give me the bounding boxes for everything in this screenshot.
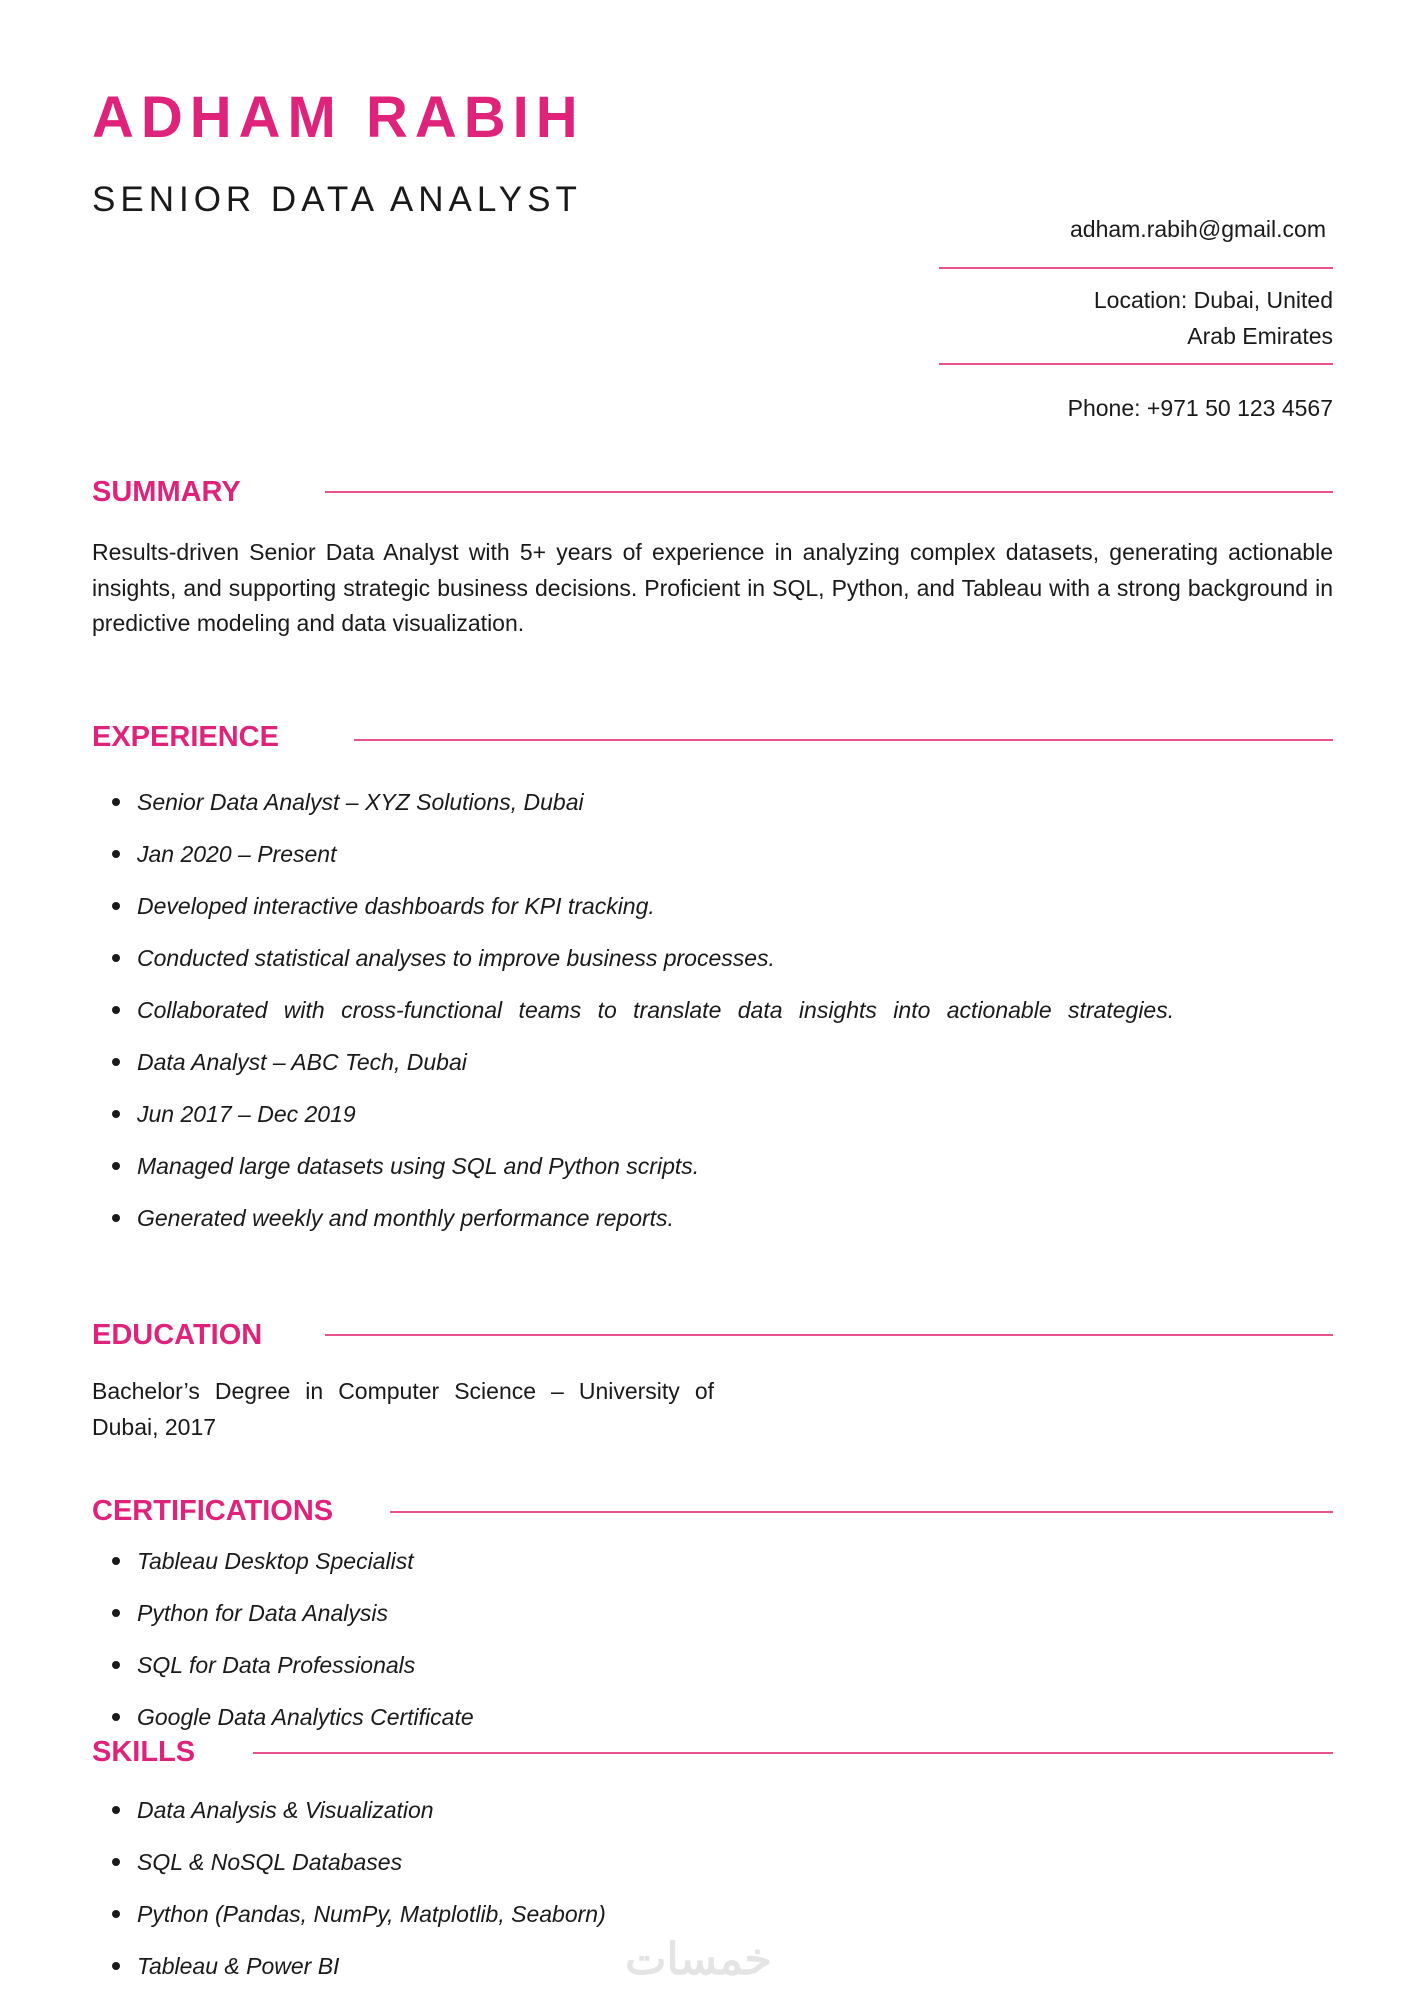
bullet-icon — [112, 1557, 120, 1565]
bullet-icon — [112, 850, 120, 858]
bullet-icon — [112, 954, 120, 962]
list-item: Jan 2020 – Present — [92, 828, 1292, 880]
list-item: Python (Pandas, NumPy, Matplotlib, Seaborn) — [92, 1888, 1292, 1940]
bullet-icon — [112, 1962, 120, 1970]
certifications-list — [92, 1535, 1292, 1743]
list-item: Conducted statistical analyses to improve business processes. — [92, 932, 1292, 984]
bullet-icon — [112, 902, 120, 910]
experience-heading: EXPERIENCE — [92, 721, 279, 753]
list-item: Jun 2017 – Dec 2019 — [92, 1088, 1292, 1140]
contact-divider — [939, 267, 1333, 269]
education-heading: EDUCATION — [92, 1319, 263, 1351]
contact-divider — [939, 363, 1333, 365]
list-item: Data Analyst – ABC Tech, Dubai — [92, 1036, 1292, 1088]
job-title: SENIOR DATA ANALYST — [92, 180, 582, 219]
list-item: Data Analysis & Visualization — [92, 1784, 1292, 1836]
bullet-icon — [112, 1006, 120, 1014]
list-item: Google Data Analytics Certificate — [92, 1691, 1292, 1743]
bullet-icon — [112, 1858, 120, 1866]
education-text: Bachelor’s Degree in Computer Science – University of Dubai, 2017 — [92, 1378, 714, 1440]
list-item: SQL for Data Professionals — [92, 1639, 1292, 1691]
list-item: SQL & NoSQL Databases — [92, 1836, 1292, 1888]
list-item: Tableau & Power BI — [92, 1940, 1292, 1992]
contact-email: adham.rabih@gmail.com — [1069, 216, 1326, 242]
bullet-icon — [112, 1609, 120, 1617]
bullet-icon — [112, 1661, 120, 1669]
section-divider — [390, 1511, 1333, 1513]
section-divider — [325, 1334, 1333, 1336]
bullet-icon — [112, 1214, 120, 1222]
summary-text: Results-driven Senior Data Analyst with 5+ years of experience in analyzing complex datasets, generating actionable insights, and supporting strategic business decisions. Proficient in SQL, Python, and Tableau with a strong background in predictive modeling and data visualization. — [92, 539, 1333, 636]
list-item: Tableau Desktop Specialist — [92, 1535, 1292, 1587]
list-item: Managed large datasets using SQL and Python scripts. — [92, 1140, 1292, 1192]
certifications-heading: CERTIFICATIONS — [92, 1495, 334, 1527]
list-item: Developed interactive dashboards for KPI tracking. — [92, 880, 1292, 932]
bullet-icon — [112, 1713, 120, 1721]
list-item: Python for Data Analysis — [92, 1587, 1292, 1639]
bullet-icon — [112, 798, 120, 806]
experience-list — [92, 776, 1292, 1244]
skills-heading: SKILLS — [92, 1736, 196, 1768]
list-item: Senior Data Analyst – XYZ Solutions, Dubai — [92, 776, 1292, 828]
bullet-icon — [112, 1910, 120, 1918]
location-line-2: Arab Emirates — [1187, 323, 1333, 349]
section-divider — [325, 491, 1333, 493]
bullet-icon — [112, 1162, 120, 1170]
bullet-icon — [112, 1058, 120, 1066]
candidate-name: ADHAM RABIH — [92, 85, 585, 150]
bullet-icon — [112, 1806, 120, 1814]
contact-location — [1094, 282, 1333, 354]
list-item: Generated weekly and monthly performance reports. — [92, 1192, 1292, 1244]
contact-phone: Phone: +971 50 123 4567 — [1067, 395, 1333, 421]
section-divider — [253, 1752, 1333, 1754]
list-item: Collaborated with cross-functional teams to translate data insights into actionable strategies. — [92, 984, 1247, 1036]
location-line-1: Location: Dubai, United — [1093, 287, 1333, 313]
section-divider — [354, 739, 1333, 741]
summary-heading: SUMMARY — [92, 476, 241, 508]
watermark-logo: خمسات — [625, 1935, 772, 1984]
bullet-icon — [112, 1110, 120, 1118]
